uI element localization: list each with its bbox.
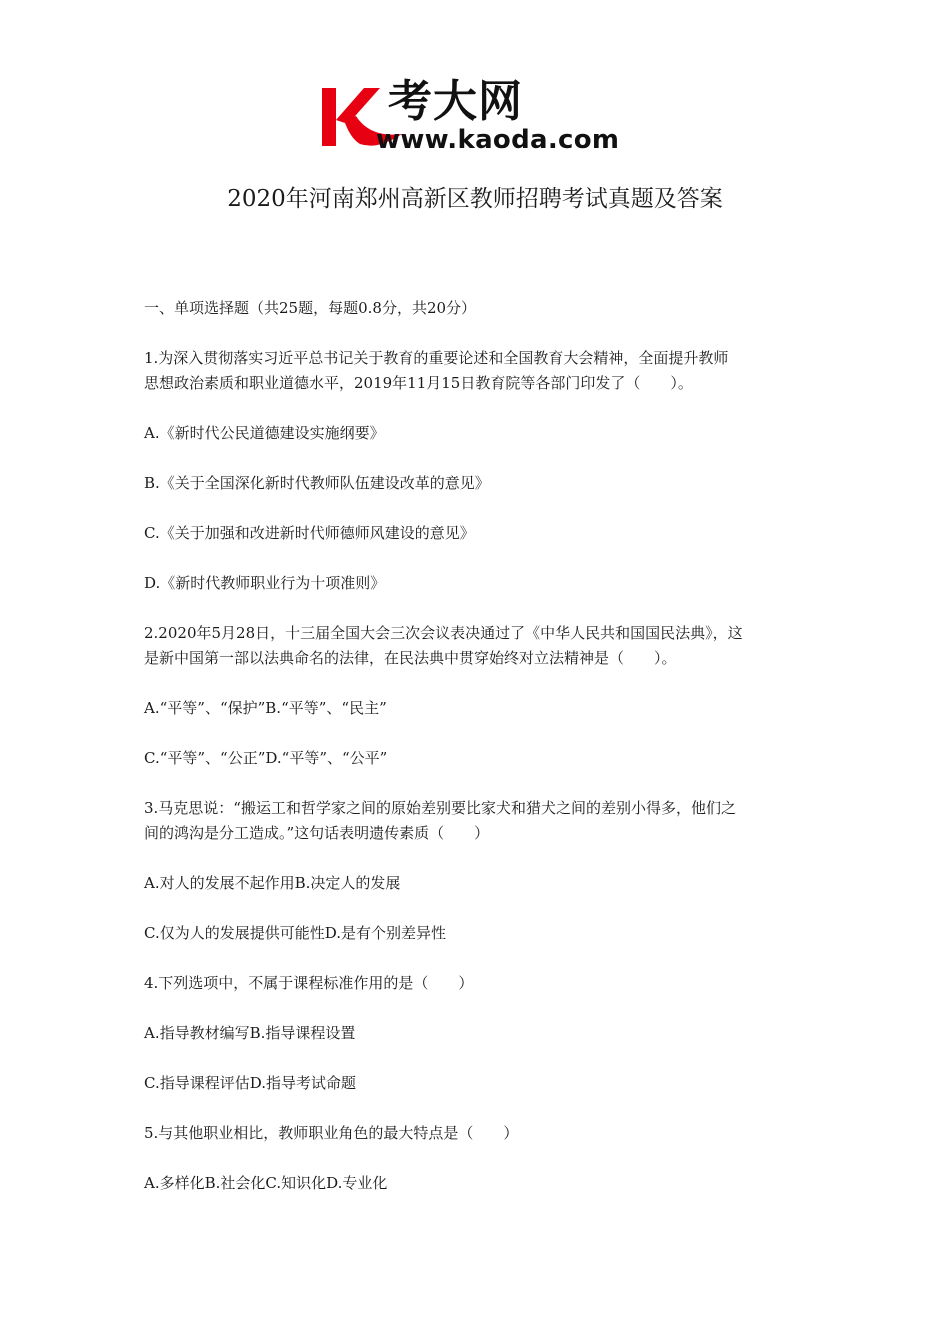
text-line: C.仅为人的发展提供可能性D.是有个别差异性 (144, 924, 446, 942)
text-line: 3.马克思说：“搬运工和哲学家之间的原始差别要比家犬和猎犬之间的差别小得多，他们之 (144, 799, 736, 817)
option (144, 521, 814, 546)
text-line: 4.下列选项中，不属于课程标准作用的是（ ） (144, 974, 474, 992)
option (144, 1021, 814, 1046)
text-line: C.《关于加强和改进新时代师德师风建设的意见》 (144, 524, 475, 542)
text-line: A.指导教材编写B.指导课程设置 (144, 1024, 356, 1042)
option (144, 571, 814, 596)
question-2 (144, 621, 814, 671)
text-line: 间的鸿沟是分工造成。”这句话表明遗传素质（ ） (144, 824, 490, 842)
question-3 (144, 796, 814, 846)
option (144, 471, 814, 496)
text-line: 5.与其他职业相比，教师职业角色的最大特点是（ ） (144, 1124, 519, 1142)
text-line: 思想政治素质和职业道德水平，2019年11月15日教育院等各部门印发了（ ）。 (144, 374, 693, 392)
text-line: A.《新时代公民道德建设实施纲要》 (144, 424, 385, 442)
section-heading (144, 296, 814, 321)
document-title: 2020年河南郑州高新区教师招聘考试真题及答案 (227, 186, 723, 212)
option (144, 421, 814, 446)
text-line: B.《关于全国深化新时代教师队伍建设改革的意见》 (144, 474, 490, 492)
option (144, 1171, 814, 1196)
text-line: A.多样化B.社会化C.知识化D.专业化 (144, 1174, 388, 1192)
document-body (144, 296, 814, 1221)
text-line: A.对人的发展不起作用B.决定人的发展 (144, 874, 401, 892)
text-line: A.“平等”、“保护”B.“平等”、“民主” (144, 699, 387, 717)
logo-title: 考大网 (388, 76, 523, 127)
logo-url: www.kaoda.com (376, 125, 620, 155)
text-line: D.《新时代教师职业行为十项准则》 (144, 574, 386, 592)
text-line: 2.2020年5月28日，十三届全国大会三次会议表决通过了《中华人民共和国国民法典》，这 (144, 624, 743, 642)
question-5 (144, 1121, 814, 1146)
question-4 (144, 971, 814, 996)
question-1 (144, 346, 814, 396)
text-line: C.指导课程评估D.指导考试命题 (144, 1074, 356, 1092)
option (144, 696, 814, 721)
text-line: 一、单项选择题（共25题，每题0.8分，共20分） (144, 299, 477, 317)
option (144, 746, 814, 771)
text-line: 是新中国第一部以法典命名的法律，在民法典中贯穿始终对立法精神是（ ）。 (144, 649, 677, 667)
text-line: C.“平等”、“公正”D.“平等”、“公平” (144, 749, 388, 767)
option (144, 921, 814, 946)
text-line: 1.为深入贯彻落实习近平总书记关于教育的重要论述和全国教育大会精神，全面提升教师 (144, 349, 729, 367)
option (144, 871, 814, 896)
option (144, 1071, 814, 1096)
site-logo (318, 76, 638, 160)
